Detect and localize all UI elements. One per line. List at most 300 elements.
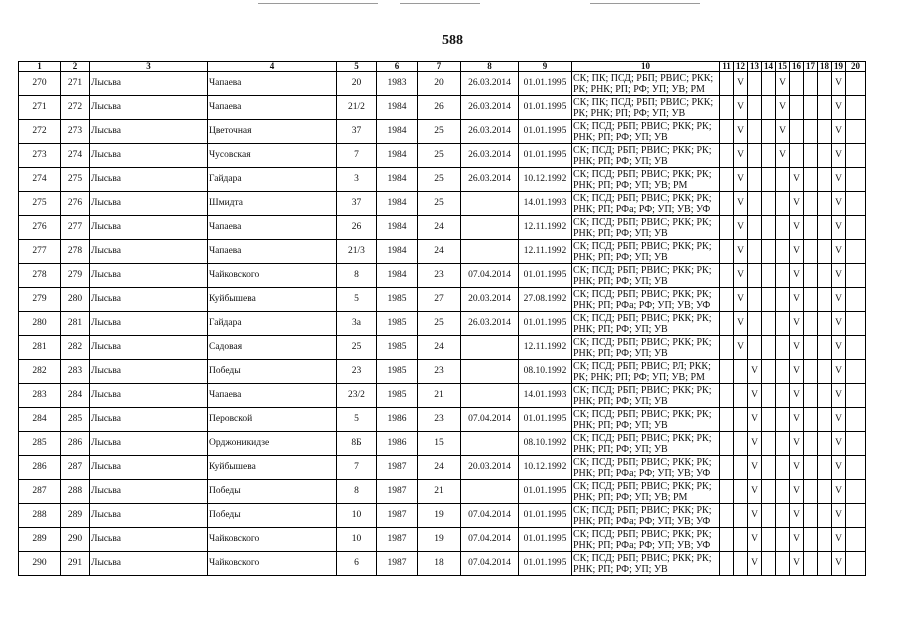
check-cell-12 — [734, 480, 748, 504]
check-cell-14 — [762, 432, 776, 456]
wear-percent-cell: 26 — [418, 96, 461, 120]
check-cell-19: V — [832, 144, 846, 168]
work-codes-cell: СК; ПСД; РБП; РВИС; РКК; РК; РНК; РП; РФ; УП; УВ — [572, 552, 720, 576]
check-cell-14 — [762, 360, 776, 384]
check-cell-17 — [804, 336, 818, 360]
check-cell-17 — [804, 192, 818, 216]
column-header-4: 4 — [208, 62, 337, 72]
house-number-cell: 5 — [337, 288, 377, 312]
row-index-cell: 283 — [19, 384, 61, 408]
inspection-date-cell — [461, 360, 519, 384]
house-number-cell: 8 — [337, 480, 377, 504]
house-number-cell: 37 — [337, 192, 377, 216]
house-number-cell: 7 — [337, 144, 377, 168]
check-cell-19: V — [832, 240, 846, 264]
check-cell-16 — [790, 96, 804, 120]
wear-percent-cell: 19 — [418, 528, 461, 552]
table-row — [19, 192, 866, 216]
object-number-cell: 281 — [61, 312, 90, 336]
check-cell-15 — [776, 240, 790, 264]
wear-percent-cell: 19 — [418, 504, 461, 528]
object-number-cell: 291 — [61, 552, 90, 576]
house-number-cell: 8Б — [337, 432, 377, 456]
check-cell-11 — [720, 216, 734, 240]
check-cell-15 — [776, 456, 790, 480]
object-number-cell: 280 — [61, 288, 90, 312]
registration-date-cell: 08.10.1992 — [519, 432, 572, 456]
wear-percent-cell: 24 — [418, 240, 461, 264]
registration-date-cell: 01.01.1995 — [519, 144, 572, 168]
house-number-cell: 23/2 — [337, 384, 377, 408]
check-cell-18 — [818, 384, 832, 408]
street-cell: Куйбышева — [208, 288, 337, 312]
column-header-16: 16 — [790, 62, 804, 72]
column-header-10: 10 — [572, 62, 720, 72]
check-cell-19: V — [832, 336, 846, 360]
column-header-14: 14 — [762, 62, 776, 72]
check-cell-11 — [720, 144, 734, 168]
build-year-cell: 1985 — [377, 312, 418, 336]
check-cell-16 — [790, 72, 804, 96]
check-cell-18 — [818, 360, 832, 384]
check-cell-17 — [804, 360, 818, 384]
registration-date-cell: 14.01.1993 — [519, 384, 572, 408]
street-cell: Чапаева — [208, 216, 337, 240]
check-cell-20 — [846, 384, 866, 408]
work-codes-cell: СК; ПСД; РБП; РВИС; РКК; РК; РНК; РП; РФ; УП; УВ; РМ — [572, 168, 720, 192]
check-cell-16: V — [790, 216, 804, 240]
row-index-cell: 273 — [19, 144, 61, 168]
check-cell-15 — [776, 432, 790, 456]
check-cell-11 — [720, 456, 734, 480]
check-cell-20 — [846, 288, 866, 312]
check-cell-19: V — [832, 216, 846, 240]
check-cell-18 — [818, 408, 832, 432]
check-cell-16: V — [790, 504, 804, 528]
check-cell-13 — [748, 144, 762, 168]
work-codes-cell: СК; ПК; ПСД; РБП; РВИС; РКК; РК; РНК; РП; РФ; УП; УВ — [572, 96, 720, 120]
check-cell-14 — [762, 312, 776, 336]
build-year-cell: 1984 — [377, 168, 418, 192]
house-number-cell: 20 — [337, 72, 377, 96]
check-cell-20 — [846, 240, 866, 264]
build-year-cell: 1987 — [377, 528, 418, 552]
city-cell: Лысьва — [90, 336, 208, 360]
row-index-cell: 285 — [19, 432, 61, 456]
check-cell-11 — [720, 120, 734, 144]
check-cell-15: V — [776, 72, 790, 96]
object-number-cell: 285 — [61, 408, 90, 432]
inspection-date-cell: 26.03.2014 — [461, 72, 519, 96]
object-number-cell: 282 — [61, 336, 90, 360]
registration-date-cell: 01.01.1995 — [519, 264, 572, 288]
check-cell-13: V — [748, 504, 762, 528]
registration-date-cell: 12.11.1992 — [519, 336, 572, 360]
column-header-15: 15 — [776, 62, 790, 72]
street-cell: Чапаева — [208, 72, 337, 96]
table-body — [19, 72, 866, 576]
house-number-cell: 21/2 — [337, 96, 377, 120]
street-cell: Чапаева — [208, 384, 337, 408]
street-cell: Чусовская — [208, 144, 337, 168]
work-codes-cell: СК; ПСД; РБП; РВИС; РЛ; РКК; РК; РНК; РП; РФ; УП; УВ; РМ — [572, 360, 720, 384]
inspection-date-cell: 26.03.2014 — [461, 312, 519, 336]
build-year-cell: 1984 — [377, 192, 418, 216]
table-row — [19, 120, 866, 144]
check-cell-12: V — [734, 336, 748, 360]
check-cell-13 — [748, 240, 762, 264]
check-cell-18 — [818, 432, 832, 456]
city-cell: Лысьва — [90, 192, 208, 216]
city-cell: Лысьва — [90, 408, 208, 432]
registration-date-cell: 27.08.1992 — [519, 288, 572, 312]
check-cell-18 — [818, 264, 832, 288]
object-number-cell: 288 — [61, 480, 90, 504]
check-cell-14 — [762, 288, 776, 312]
check-cell-17 — [804, 312, 818, 336]
work-codes-cell: СК; ПСД; РБП; РВИС; РКК; РК; РНК; РП; РФ; УП; УВ — [572, 312, 720, 336]
check-cell-13: V — [748, 408, 762, 432]
check-cell-13 — [748, 288, 762, 312]
check-cell-12 — [734, 528, 748, 552]
check-cell-14 — [762, 408, 776, 432]
build-year-cell: 1987 — [377, 456, 418, 480]
city-cell: Лысьва — [90, 360, 208, 384]
object-number-cell: 279 — [61, 264, 90, 288]
check-cell-20 — [846, 480, 866, 504]
check-cell-11 — [720, 432, 734, 456]
check-cell-20 — [846, 168, 866, 192]
table-row — [19, 432, 866, 456]
table-row — [19, 288, 866, 312]
city-cell: Лысьва — [90, 96, 208, 120]
check-cell-16: V — [790, 408, 804, 432]
street-cell: Цветочная — [208, 120, 337, 144]
column-header-8: 8 — [461, 62, 519, 72]
build-year-cell: 1984 — [377, 120, 418, 144]
inspection-date-cell: 07.04.2014 — [461, 264, 519, 288]
check-cell-16: V — [790, 432, 804, 456]
check-cell-15 — [776, 360, 790, 384]
registration-date-cell: 10.12.1992 — [519, 168, 572, 192]
build-year-cell: 1985 — [377, 360, 418, 384]
check-cell-12 — [734, 384, 748, 408]
wear-percent-cell: 25 — [418, 144, 461, 168]
check-cell-14 — [762, 528, 776, 552]
city-cell: Лысьва — [90, 288, 208, 312]
street-cell: Садовая — [208, 336, 337, 360]
work-codes-cell: СК; ПСД; РБП; РВИС; РКК; РК; РНК; РП; РФ; УП; УВ — [572, 264, 720, 288]
work-codes-cell: СК; ПК; ПСД; РБП; РВИС; РКК; РК; РНК; РП; РФ; УП; УВ; РМ — [572, 72, 720, 96]
city-cell: Лысьва — [90, 72, 208, 96]
registration-date-cell: 12.11.1992 — [519, 240, 572, 264]
check-cell-16: V — [790, 384, 804, 408]
row-index-cell: 287 — [19, 480, 61, 504]
check-cell-11 — [720, 480, 734, 504]
check-cell-14 — [762, 168, 776, 192]
row-index-cell: 271 — [19, 96, 61, 120]
check-cell-15 — [776, 504, 790, 528]
table-row — [19, 408, 866, 432]
city-cell: Лысьва — [90, 168, 208, 192]
table-row — [19, 528, 866, 552]
check-cell-15 — [776, 288, 790, 312]
registration-date-cell: 01.01.1995 — [519, 312, 572, 336]
table-row — [19, 216, 866, 240]
check-cell-11 — [720, 72, 734, 96]
check-cell-20 — [846, 216, 866, 240]
build-year-cell: 1984 — [377, 144, 418, 168]
city-cell: Лысьва — [90, 264, 208, 288]
street-cell: Чапаева — [208, 96, 337, 120]
header-row — [19, 62, 866, 72]
build-year-cell: 1984 — [377, 216, 418, 240]
check-cell-13: V — [748, 432, 762, 456]
table-row — [19, 144, 866, 168]
check-cell-13: V — [748, 456, 762, 480]
build-year-cell: 1987 — [377, 504, 418, 528]
build-year-cell: 1987 — [377, 480, 418, 504]
object-number-cell: 272 — [61, 96, 90, 120]
check-cell-13 — [748, 336, 762, 360]
house-number-cell: 5 — [337, 408, 377, 432]
check-cell-19: V — [832, 480, 846, 504]
check-cell-15 — [776, 384, 790, 408]
check-cell-17 — [804, 384, 818, 408]
check-cell-19: V — [832, 192, 846, 216]
check-cell-13 — [748, 216, 762, 240]
object-number-cell: 278 — [61, 240, 90, 264]
check-cell-12: V — [734, 96, 748, 120]
registration-date-cell: 01.01.1995 — [519, 480, 572, 504]
check-cell-12 — [734, 408, 748, 432]
check-cell-19: V — [832, 168, 846, 192]
row-index-cell: 274 — [19, 168, 61, 192]
check-cell-18 — [818, 288, 832, 312]
row-index-cell: 281 — [19, 336, 61, 360]
column-header-17: 17 — [804, 62, 818, 72]
house-number-cell: 10 — [337, 528, 377, 552]
check-cell-17 — [804, 72, 818, 96]
registration-date-cell: 01.01.1995 — [519, 72, 572, 96]
wear-percent-cell: 27 — [418, 288, 461, 312]
wear-percent-cell: 25 — [418, 312, 461, 336]
house-number-cell: 37 — [337, 120, 377, 144]
check-cell-18 — [818, 552, 832, 576]
check-cell-16: V — [790, 168, 804, 192]
check-cell-11 — [720, 168, 734, 192]
check-cell-16 — [790, 120, 804, 144]
wear-percent-cell: 25 — [418, 120, 461, 144]
row-index-cell: 282 — [19, 360, 61, 384]
city-cell: Лысьва — [90, 144, 208, 168]
inspection-date-cell — [461, 384, 519, 408]
check-cell-15 — [776, 192, 790, 216]
wear-percent-cell: 18 — [418, 552, 461, 576]
check-cell-11 — [720, 360, 734, 384]
object-number-cell: 276 — [61, 192, 90, 216]
check-cell-15 — [776, 264, 790, 288]
city-cell: Лысьва — [90, 528, 208, 552]
check-cell-12: V — [734, 192, 748, 216]
check-cell-20 — [846, 456, 866, 480]
check-cell-18 — [818, 240, 832, 264]
table-row — [19, 456, 866, 480]
table-row — [19, 72, 866, 96]
check-cell-19: V — [832, 504, 846, 528]
table-row — [19, 240, 866, 264]
check-cell-16: V — [790, 528, 804, 552]
city-cell: Лысьва — [90, 480, 208, 504]
row-index-cell: 272 — [19, 120, 61, 144]
inspection-date-cell: 20.03.2014 — [461, 288, 519, 312]
inspection-date-cell: 20.03.2014 — [461, 456, 519, 480]
city-cell: Лысьва — [90, 432, 208, 456]
city-cell: Лысьва — [90, 552, 208, 576]
check-cell-20 — [846, 144, 866, 168]
check-cell-14 — [762, 240, 776, 264]
work-codes-cell: СК; ПСД; РБП; РВИС; РКК; РК; РНК; РП; РФ; УП; УВ — [572, 384, 720, 408]
check-cell-15 — [776, 216, 790, 240]
city-cell: Лысьва — [90, 216, 208, 240]
table-row — [19, 480, 866, 504]
inspection-date-cell: 07.04.2014 — [461, 528, 519, 552]
check-cell-15 — [776, 312, 790, 336]
object-number-cell: 277 — [61, 216, 90, 240]
check-cell-11 — [720, 240, 734, 264]
street-cell: Чайковского — [208, 552, 337, 576]
check-cell-12: V — [734, 144, 748, 168]
register-table — [18, 61, 866, 576]
street-cell: Чайковского — [208, 264, 337, 288]
work-codes-cell: СК; ПСД; РБП; РВИС; РКК; РК; РНК; РП; РФа; РФ; УП; УВ; УФ — [572, 504, 720, 528]
check-cell-13: V — [748, 480, 762, 504]
check-cell-16: V — [790, 336, 804, 360]
wear-percent-cell: 24 — [418, 216, 461, 240]
check-cell-14 — [762, 216, 776, 240]
check-cell-15 — [776, 408, 790, 432]
check-cell-17 — [804, 456, 818, 480]
check-cell-15: V — [776, 120, 790, 144]
work-codes-cell: СК; ПСД; РБП; РВИС; РКК; РК; РНК; РП; РФа; РФ; УП; УВ; УФ — [572, 192, 720, 216]
scan-top-line-mid — [400, 3, 480, 4]
check-cell-16: V — [790, 456, 804, 480]
column-header-2: 2 — [61, 62, 90, 72]
build-year-cell: 1984 — [377, 240, 418, 264]
row-index-cell: 277 — [19, 240, 61, 264]
page-number: 588 — [442, 33, 463, 48]
column-header-7: 7 — [418, 62, 461, 72]
check-cell-13: V — [748, 384, 762, 408]
wear-percent-cell: 21 — [418, 480, 461, 504]
check-cell-20 — [846, 312, 866, 336]
check-cell-17 — [804, 480, 818, 504]
check-cell-11 — [720, 192, 734, 216]
table-row — [19, 96, 866, 120]
check-cell-12 — [734, 504, 748, 528]
column-header-1: 1 — [19, 62, 61, 72]
build-year-cell: 1984 — [377, 96, 418, 120]
check-cell-13 — [748, 312, 762, 336]
check-cell-11 — [720, 96, 734, 120]
check-cell-13 — [748, 264, 762, 288]
street-cell: Куйбышева — [208, 456, 337, 480]
column-header-18: 18 — [818, 62, 832, 72]
check-cell-17 — [804, 432, 818, 456]
check-cell-15 — [776, 528, 790, 552]
row-index-cell: 284 — [19, 408, 61, 432]
column-header-19: 19 — [832, 62, 846, 72]
check-cell-17 — [804, 240, 818, 264]
city-cell: Лысьва — [90, 120, 208, 144]
work-codes-cell: СК; ПСД; РБП; РВИС; РКК; РК; РНК; РП; РФа; РФ; УП; УВ; УФ — [572, 288, 720, 312]
check-cell-16 — [790, 144, 804, 168]
check-cell-19: V — [832, 456, 846, 480]
build-year-cell: 1985 — [377, 336, 418, 360]
house-number-cell: 6 — [337, 552, 377, 576]
check-cell-12 — [734, 456, 748, 480]
street-cell: Гайдара — [208, 168, 337, 192]
check-cell-13 — [748, 192, 762, 216]
row-index-cell: 286 — [19, 456, 61, 480]
build-year-cell: 1983 — [377, 72, 418, 96]
city-cell: Лысьва — [90, 456, 208, 480]
work-codes-cell: СК; ПСД; РБП; РВИС; РКК; РК; РНК; РП; РФ; УП; УВ; РМ — [572, 480, 720, 504]
check-cell-18 — [818, 72, 832, 96]
house-number-cell: 3а — [337, 312, 377, 336]
check-cell-11 — [720, 408, 734, 432]
column-header-13: 13 — [748, 62, 762, 72]
check-cell-12: V — [734, 72, 748, 96]
object-number-cell: 283 — [61, 360, 90, 384]
check-cell-14 — [762, 192, 776, 216]
table-row — [19, 360, 866, 384]
registration-date-cell: 01.01.1995 — [519, 504, 572, 528]
check-cell-18 — [818, 168, 832, 192]
check-cell-14 — [762, 336, 776, 360]
check-cell-13: V — [748, 360, 762, 384]
city-cell: Лысьва — [90, 312, 208, 336]
object-number-cell: 275 — [61, 168, 90, 192]
wear-percent-cell: 24 — [418, 336, 461, 360]
inspection-date-cell: 26.03.2014 — [461, 96, 519, 120]
column-header-20: 20 — [846, 62, 866, 72]
check-cell-16: V — [790, 360, 804, 384]
row-index-cell: 275 — [19, 192, 61, 216]
column-header-11: 11 — [720, 62, 734, 72]
check-cell-17 — [804, 408, 818, 432]
row-index-cell: 279 — [19, 288, 61, 312]
wear-percent-cell: 23 — [418, 264, 461, 288]
build-year-cell: 1986 — [377, 408, 418, 432]
work-codes-cell: СК; ПСД; РБП; РВИС; РКК; РК; РНК; РП; РФ; УП; УВ — [572, 432, 720, 456]
house-number-cell: 3 — [337, 168, 377, 192]
work-codes-cell: СК; ПСД; РБП; РВИС; РКК; РК; РНК; РП; РФ; УП; УВ — [572, 336, 720, 360]
street-cell: Победы — [208, 504, 337, 528]
table-row — [19, 168, 866, 192]
column-header-9: 9 — [519, 62, 572, 72]
object-number-cell: 290 — [61, 528, 90, 552]
check-cell-15: V — [776, 144, 790, 168]
registration-date-cell: 14.01.1993 — [519, 192, 572, 216]
registration-date-cell: 01.01.1995 — [519, 552, 572, 576]
check-cell-16: V — [790, 264, 804, 288]
city-cell: Лысьва — [90, 504, 208, 528]
check-cell-20 — [846, 552, 866, 576]
check-cell-18 — [818, 120, 832, 144]
row-index-cell: 290 — [19, 552, 61, 576]
wear-percent-cell: 20 — [418, 72, 461, 96]
